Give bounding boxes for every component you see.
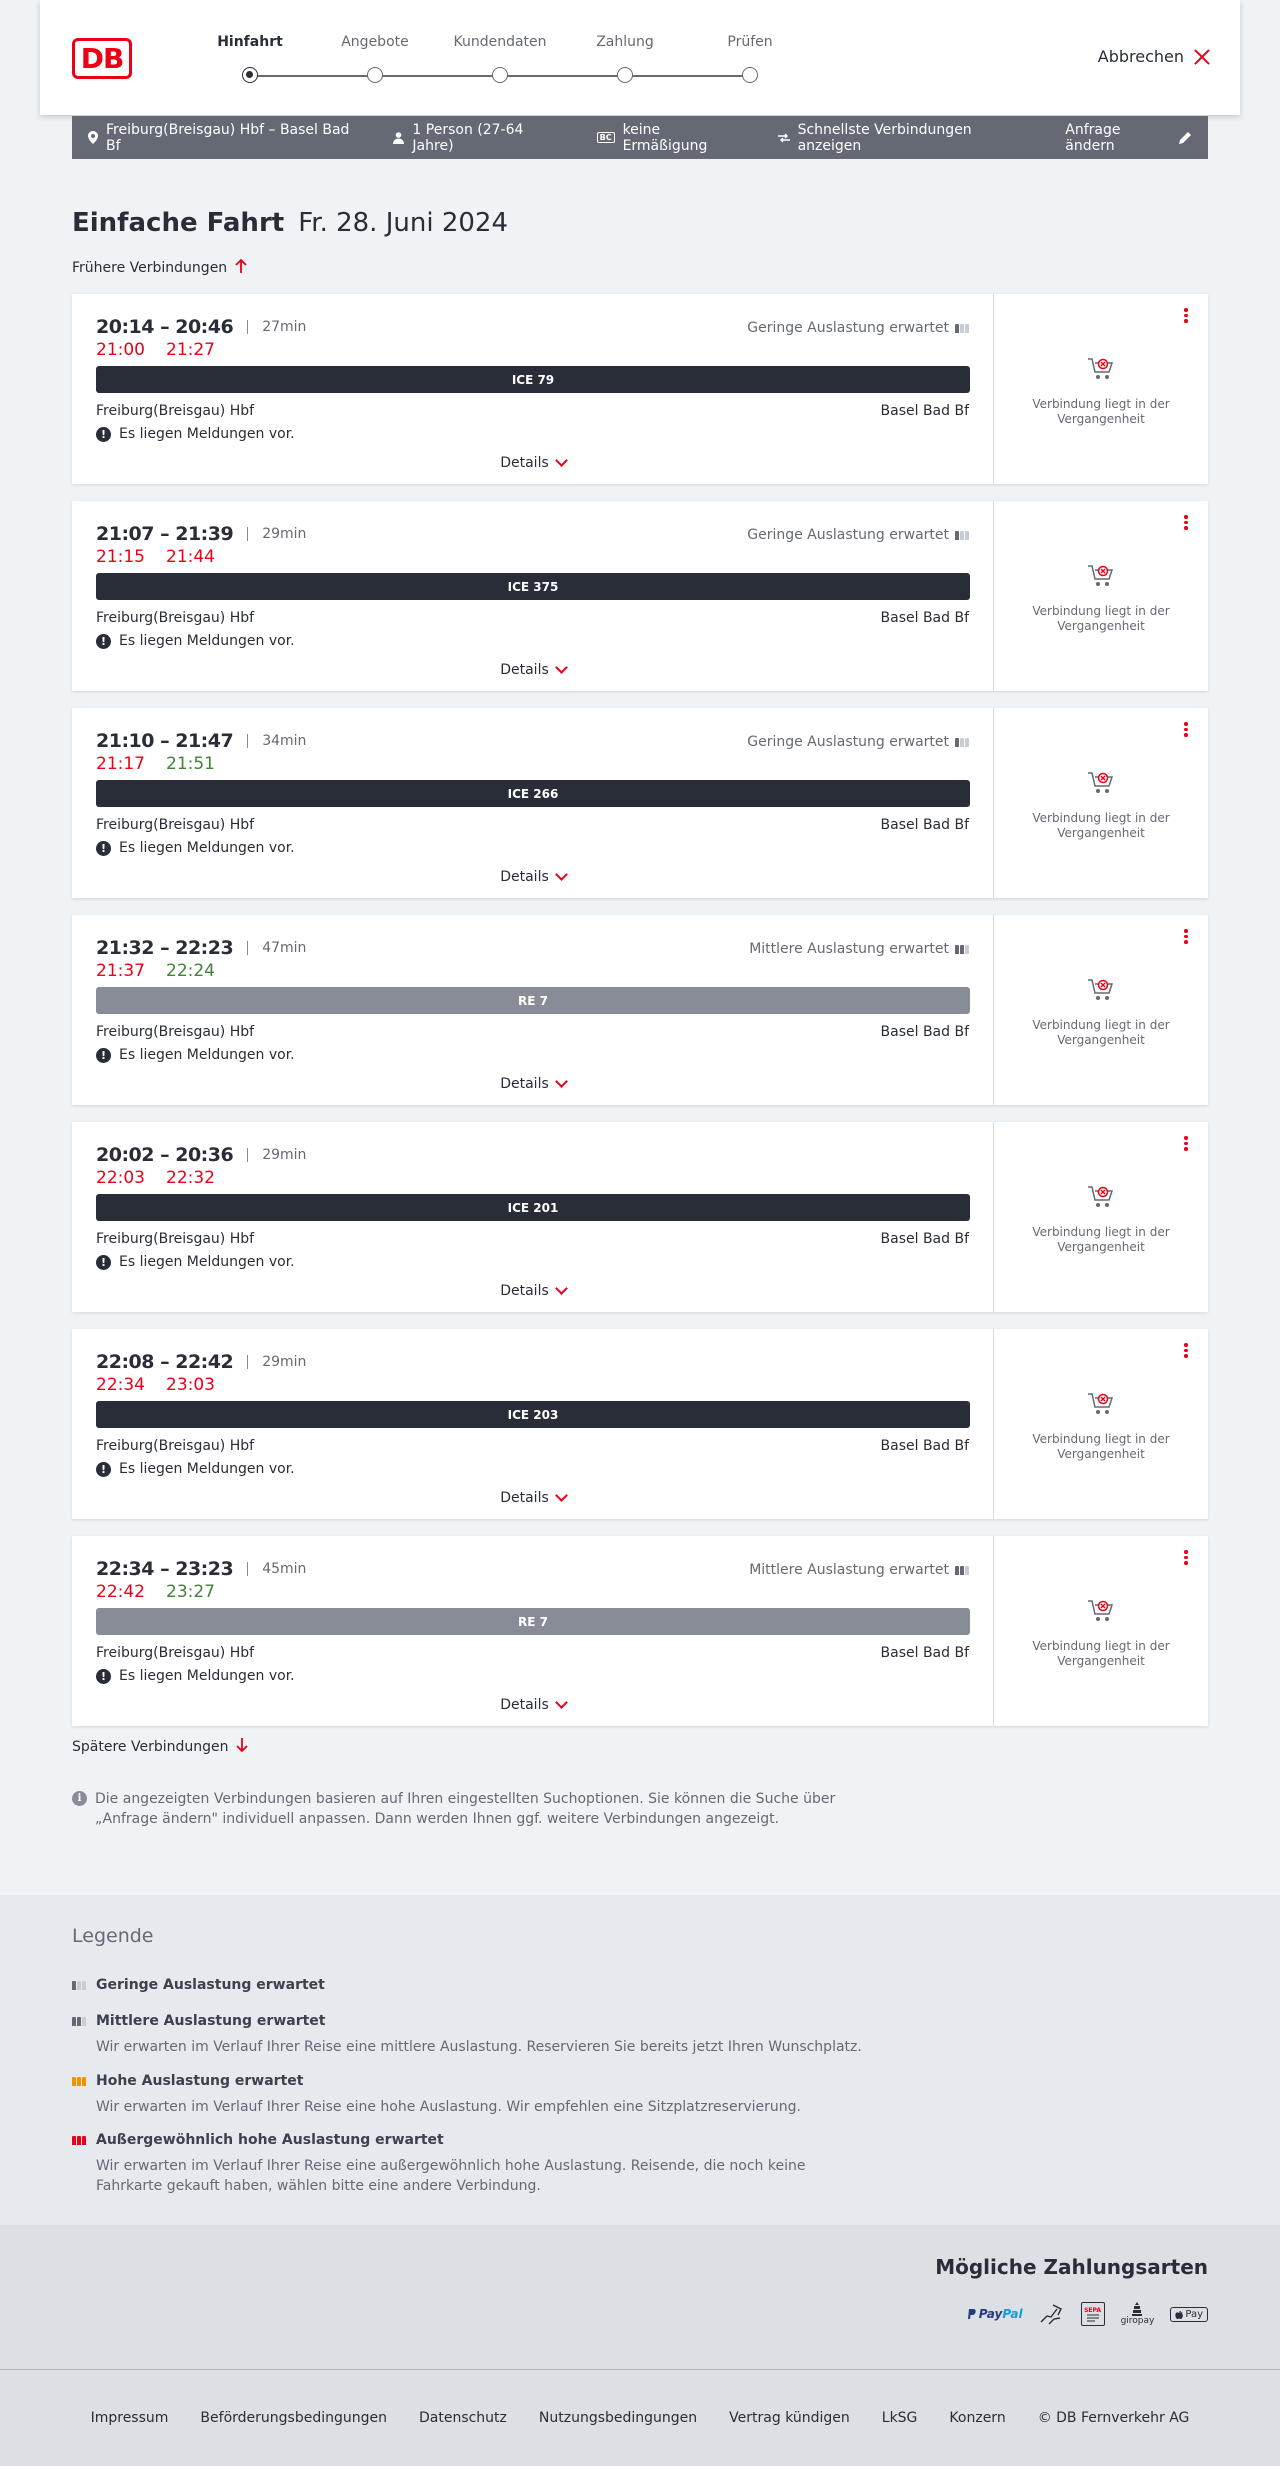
realtime-departure: 22:34: [96, 1375, 145, 1395]
footer-link-befoerderungsbedingungen[interactable]: Beförderungsbedingungen: [200, 2410, 387, 2426]
disruption-notice: [96, 633, 295, 649]
scheduled-times: 22:08 – 22:42 29min: [96, 1351, 307, 1373]
step-dot: [492, 67, 508, 83]
past-connection-text: Verbindung liegt in der Vergangenheit: [1032, 1432, 1170, 1461]
sepa-label: SEPA: [1084, 2306, 1102, 2314]
realtime-departure: 22:03: [96, 1168, 145, 1188]
destination-station: Basel Bad Bf: [880, 403, 969, 419]
arrival-time: 20:36: [175, 1144, 234, 1166]
connection-card-2: [72, 501, 1208, 691]
occupancy-legend: [0, 1895, 1280, 2225]
connection-main[interactable]: [72, 294, 994, 484]
realtime-times: [96, 1375, 214, 1395]
alert-icon: !: [96, 1255, 111, 1270]
legend-item-high: [72, 2073, 872, 2117]
info-icon: i: [72, 1791, 87, 1806]
change-request-button[interactable]: [1065, 122, 1192, 154]
swap-arrows-icon: [778, 133, 790, 143]
occupancy-low-icon: [72, 1981, 88, 1990]
connection-card-6: [72, 1329, 1208, 1519]
change-request-label: Anfrage ändern: [1065, 121, 1121, 154]
occupancy-extreme-icon: [72, 2136, 88, 2145]
occupancy-indicator: [747, 527, 969, 543]
giropay-icon: [1121, 2302, 1155, 2326]
legend-item-title: Mittlere Auslastung erwartet: [96, 2013, 326, 2029]
scheduled-times: 20:02 – 20:36 29min: [96, 1144, 307, 1166]
sepa-icon: [1081, 2302, 1105, 2326]
connection-card-7: [72, 1536, 1208, 1726]
connection-offer-panel: [994, 1536, 1208, 1726]
realtime-times: [96, 961, 214, 981]
paypal-text-b: Pal: [1002, 2307, 1023, 2321]
duration: 34min: [247, 734, 306, 748]
search-info-note: [72, 1789, 842, 1829]
route-text: Freiburg(Breisgau) Hbf – Basel Bad Bf: [106, 121, 350, 154]
legend-title: Legende: [72, 1925, 154, 1947]
connection-offer-panel: [994, 708, 1208, 898]
arrival-time: 23:23: [175, 1558, 234, 1580]
destination-station: Basel Bad Bf: [880, 1438, 969, 1454]
departure-time: 20:02: [96, 1144, 154, 1166]
realtime-times: [96, 754, 214, 774]
occupancy-text: Geringe Auslastung erwartet: [747, 320, 949, 336]
realtime-arrival: 21:44: [166, 547, 215, 567]
chevron-down-icon: [555, 1075, 568, 1088]
persons-summary: [393, 122, 564, 154]
legend-item-title: Geringe Auslastung erwartet: [96, 1977, 325, 1993]
cancel-button[interactable]: [1098, 47, 1210, 66]
earlier-label: Frühere Verbindungen: [72, 260, 228, 276]
more-options-icon[interactable]: [1180, 1550, 1192, 1570]
train-bar: ICE 201: [96, 1194, 970, 1221]
option-summary: [778, 122, 1034, 154]
departure-time: 22:08: [96, 1351, 154, 1373]
option-text: Schnellste Verbindungen anzeigen: [797, 121, 972, 154]
occupancy-indicator: [747, 734, 969, 750]
step-label: Zahlung: [596, 34, 654, 50]
realtime-departure: 21:37: [96, 961, 145, 981]
legend-item-desc: Wir erwarten im Verlauf Ihrer Reise eine mittlere Auslastung. Reservieren Sie bereits jetzt Ihren Wunschplatz.: [96, 2039, 862, 2055]
cart-unavailable-icon: [1087, 977, 1115, 1003]
departure-time: 21:32: [96, 937, 154, 959]
arrival-time: 21:47: [175, 730, 234, 752]
occupancy-text: Mittlere Auslastung erwartet: [749, 941, 949, 957]
destination-station: Basel Bad Bf: [880, 610, 969, 626]
train-bar: ICE 266: [96, 780, 970, 807]
trip-type: Einfache Fahrt: [72, 208, 285, 238]
arrival-time: 21:39: [175, 523, 234, 545]
realtime-arrival: 21:51: [166, 754, 215, 774]
alert-icon: !: [96, 427, 111, 442]
realtime-times: [96, 1582, 214, 1602]
notice-text: Es liegen Meldungen vor.: [119, 1461, 295, 1477]
cart-unavailable-icon: [1087, 770, 1115, 796]
chevron-down-icon: [555, 661, 568, 674]
details-toggle[interactable]: [72, 662, 994, 678]
scheduled-times: 22:34 – 23:23 45min: [96, 1558, 307, 1580]
details-label: Details: [500, 455, 549, 471]
scheduled-times: 21:10 – 21:47 34min: [96, 730, 307, 752]
step-dot: [742, 67, 758, 83]
more-options-icon[interactable]: [1180, 929, 1192, 949]
past-connection-text: Verbindung liegt in der Vergangenheit: [1032, 1018, 1170, 1047]
footer: [0, 2370, 1280, 2466]
destination-station: Basel Bad Bf: [880, 1024, 969, 1040]
past-connection-text: Verbindung liegt in der Vergangenheit: [1032, 1225, 1170, 1254]
notice-text: Es liegen Meldungen vor.: [119, 1254, 295, 1270]
duration: 29min: [247, 527, 306, 541]
train-bar: ICE 79: [96, 366, 970, 393]
later-connections-link[interactable]: [72, 1737, 248, 1757]
origin-station: Freiburg(Breisgau) Hbf: [96, 1645, 255, 1661]
footer-link-nutzungsbedingungen[interactable]: Nutzungsbedingungen: [538, 2410, 698, 2426]
alert-icon: !: [96, 1669, 111, 1684]
occupancy-icon: [955, 531, 969, 540]
disruption-notice: [96, 1047, 295, 1063]
connection-card-1: [72, 294, 1208, 484]
credit-card-hand-icon: [1039, 2302, 1065, 2326]
duration: 27min: [247, 320, 306, 334]
departure-time: 22:34: [96, 1558, 154, 1580]
details-label: Details: [500, 1076, 549, 1092]
cart-unavailable-icon: [1087, 1391, 1115, 1417]
bahncard-icon: BC: [597, 132, 615, 143]
legend-item-title: Hohe Auslastung erwartet: [96, 2073, 304, 2089]
duration: 45min: [247, 1562, 306, 1576]
realtime-arrival: 21:27: [166, 340, 215, 360]
connection-card-4: [72, 915, 1208, 1105]
past-connection-text: Verbindung liegt in der Vergangenheit: [1032, 397, 1170, 426]
connection-main[interactable]: [72, 1329, 994, 1519]
connection-card-5: [72, 1122, 1208, 1312]
occupancy-icon: [955, 324, 969, 333]
paypal-icon: [967, 2307, 1023, 2321]
notice-text: Es liegen Meldungen vor.: [119, 1047, 295, 1063]
duration: 29min: [247, 1148, 306, 1162]
realtime-arrival: 22:24: [166, 961, 215, 981]
footer-link-vertrag-kuendigen[interactable]: Vertrag kündigen: [729, 2410, 850, 2426]
details-label: Details: [500, 662, 549, 678]
past-connection-text: Verbindung liegt in der Vergangenheit: [1032, 604, 1170, 633]
connection-offer-panel: [994, 501, 1208, 691]
db-logo[interactable]: DB: [72, 38, 132, 79]
legend-item-medium: [72, 2013, 872, 2057]
step-angebote[interactable]: [315, 34, 435, 56]
details-label: Details: [500, 1490, 549, 1506]
connection-main[interactable]: [72, 1122, 994, 1312]
occupancy-indicator: [749, 1562, 969, 1578]
footer-copyright: © DB Fernverkehr AG: [1037, 2410, 1190, 2426]
connection-offer-panel: [994, 1329, 1208, 1519]
past-connection-text: Verbindung liegt in der Vergangenheit: [1032, 1639, 1170, 1668]
realtime-times: [96, 547, 214, 567]
giropay-label: giropay: [1120, 2316, 1155, 2326]
payment-icons: [967, 2297, 1208, 2331]
pencil-icon: [1179, 131, 1192, 144]
details-label: Details: [500, 1697, 549, 1713]
details-toggle[interactable]: [72, 1283, 994, 1299]
persons-text: 1 Person (27-64 Jahre): [412, 121, 524, 154]
cart-unavailable-icon: [1087, 1184, 1115, 1210]
scheduled-times: 21:32 – 22:23 47min: [96, 937, 307, 959]
step-dot: [617, 67, 633, 83]
cart-unavailable-icon: [1087, 563, 1115, 589]
occupancy-text: Geringe Auslastung erwartet: [747, 734, 949, 750]
header: [40, 0, 1240, 115]
connection-offer-panel: [994, 915, 1208, 1105]
apple-pay-label: Pay: [1185, 2308, 1203, 2320]
cart-unavailable-icon: [1087, 356, 1115, 382]
search-summary-bar: [72, 116, 1208, 159]
chevron-down-icon: [555, 454, 568, 467]
occupancy-icon: [955, 1566, 969, 1575]
connection-card-3: [72, 708, 1208, 898]
disruption-notice: [96, 1668, 295, 1684]
connection-main[interactable]: [72, 915, 994, 1105]
chevron-down-icon: [555, 1489, 568, 1502]
departure-time: 21:07: [96, 523, 154, 545]
occupancy-high-icon: [72, 2077, 88, 2086]
footer-link-konzern[interactable]: Konzern: [949, 2410, 1006, 2426]
disruption-notice: [96, 840, 295, 856]
occupancy-text: Geringe Auslastung erwartet: [747, 527, 949, 543]
route-summary: [88, 122, 361, 154]
more-options-icon[interactable]: [1180, 308, 1192, 328]
occupancy-indicator: [749, 941, 969, 957]
realtime-arrival: 22:32: [166, 1168, 215, 1188]
occupancy-icon: [955, 945, 969, 954]
step-label: Prüfen: [727, 34, 773, 50]
footer-link-impressum[interactable]: Impressum: [90, 2410, 169, 2426]
more-options-icon[interactable]: [1180, 1136, 1192, 1156]
footer-link-lksg[interactable]: LkSG: [881, 2410, 918, 2426]
earlier-connections-link[interactable]: [72, 258, 247, 278]
progress-stepper: [140, 30, 790, 90]
footer-link-datenschutz[interactable]: Datenschutz: [418, 2410, 507, 2426]
alert-icon: !: [96, 634, 111, 649]
details-toggle[interactable]: [72, 1076, 994, 1092]
legend-item-extreme: [72, 2132, 872, 2196]
scheduled-times: 21:07 – 21:39 29min: [96, 523, 307, 545]
origin-station: Freiburg(Breisgau) Hbf: [96, 817, 255, 833]
discount-text: keine Ermäßigung: [622, 121, 708, 154]
apple-pay-icon: [1170, 2307, 1208, 2322]
payment-title: Mögliche Zahlungsarten: [935, 2255, 1208, 2279]
realtime-arrival: 23:27: [166, 1582, 215, 1602]
connection-offer-panel: [994, 1122, 1208, 1312]
more-options-icon[interactable]: [1180, 515, 1192, 535]
arrival-time: 22:42: [175, 1351, 234, 1373]
origin-station: Freiburg(Breisgau) Hbf: [96, 610, 255, 626]
departure-time: 21:10: [96, 730, 154, 752]
legend-item-title: Außergewöhnlich hohe Auslastung erwartet: [96, 2132, 444, 2148]
destination-station: Basel Bad Bf: [880, 1231, 969, 1247]
more-options-icon[interactable]: [1180, 1343, 1192, 1363]
alert-icon: !: [96, 1048, 111, 1063]
notice-text: Es liegen Meldungen vor.: [119, 1668, 295, 1684]
destination-station: Basel Bad Bf: [880, 817, 969, 833]
occupancy-text: Mittlere Auslastung erwartet: [749, 1562, 949, 1578]
connection-offer-panel: [994, 294, 1208, 484]
discount-summary: [597, 122, 746, 154]
notice-text: Es liegen Meldungen vor.: [119, 633, 295, 649]
step-zahlung[interactable]: [565, 34, 685, 56]
origin-station: Freiburg(Breisgau) Hbf: [96, 1024, 255, 1040]
legend-item-desc: Wir erwarten im Verlauf Ihrer Reise eine außergewöhnlich hohe Auslastung. Reisende, die noch keine Fahrkarte gekauft haben, wählen bitte eine andere Verbindung.: [96, 2158, 806, 2194]
disruption-notice: [96, 426, 295, 442]
arrival-time: 22:23: [175, 937, 234, 959]
cancel-label: Abbrechen: [1097, 47, 1184, 66]
step-label: Angebote: [341, 34, 409, 50]
trip-date: Fr. 28. Juni 2024: [298, 208, 508, 238]
origin-station: Freiburg(Breisgau) Hbf: [96, 1231, 255, 1247]
connection-main[interactable]: [72, 708, 994, 898]
notice-text: Es liegen Meldungen vor.: [119, 840, 295, 856]
payment-methods: [0, 2225, 1280, 2370]
realtime-times: [96, 340, 214, 360]
realtime-times: [96, 1168, 214, 1188]
arrow-down-icon: [236, 1737, 248, 1757]
occupancy-indicator: [747, 320, 969, 336]
disruption-notice: [96, 1254, 295, 1270]
info-text: Die angezeigten Verbindungen basieren auf Ihren eingestellten Suchoptionen. Sie können die Suche über „Anfrage ändern" individuell anpassen. Dann werden Ihnen ggf. weitere Verbindungen angezeigt.: [95, 1791, 836, 1827]
train-bar: RE 7: [96, 987, 970, 1014]
later-label: Spätere Verbindungen: [72, 1739, 229, 1755]
location-pin-icon: [88, 131, 98, 144]
connection-main[interactable]: [72, 501, 994, 691]
origin-station: Freiburg(Breisgau) Hbf: [96, 403, 255, 419]
legend-item-low: [72, 1977, 872, 1993]
step-label: Hinfahrt: [217, 34, 283, 50]
cart-unavailable-icon: [1087, 1598, 1115, 1624]
notice-text: Es liegen Meldungen vor.: [119, 426, 295, 442]
step-kundendaten[interactable]: [440, 34, 560, 56]
chevron-down-icon: [555, 868, 568, 881]
realtime-departure: 21:17: [96, 754, 145, 774]
details-toggle[interactable]: [72, 1697, 994, 1713]
alert-icon: !: [96, 1462, 111, 1477]
train-bar: ICE 375: [96, 573, 970, 600]
details-label: Details: [500, 1283, 549, 1299]
page-title: [72, 208, 508, 238]
details-label: Details: [500, 869, 549, 885]
past-connection-text: Verbindung liegt in der Vergangenheit: [1032, 811, 1170, 840]
occupancy-medium-icon: [72, 2017, 88, 2026]
legend-item-desc: Wir erwarten im Verlauf Ihrer Reise eine hohe Auslastung. Wir empfehlen eine Sitzplatzreservierung.: [96, 2099, 801, 2115]
step-label: Kundendaten: [453, 34, 547, 50]
realtime-departure: 21:15: [96, 547, 145, 567]
chevron-down-icon: [555, 1696, 568, 1709]
details-toggle[interactable]: [72, 869, 994, 885]
step-hinfahrt[interactable]: [190, 34, 310, 56]
chevron-down-icon: [555, 1282, 568, 1295]
connection-main[interactable]: [72, 1536, 994, 1726]
details-toggle[interactable]: [72, 1490, 994, 1506]
train-bar: RE 7: [96, 1608, 970, 1635]
realtime-departure: 21:00: [96, 340, 145, 360]
destination-station: Basel Bad Bf: [880, 1645, 969, 1661]
arrival-time: 20:46: [175, 316, 234, 338]
occupancy-icon: [955, 738, 969, 747]
alert-icon: !: [96, 841, 111, 856]
train-bar: ICE 203: [96, 1401, 970, 1428]
disruption-notice: [96, 1461, 295, 1477]
departure-time: 20:14: [96, 316, 154, 338]
realtime-arrival: 23:03: [166, 1375, 215, 1395]
more-options-icon[interactable]: [1180, 722, 1192, 742]
arrow-up-icon: [235, 258, 247, 278]
paypal-text-a: Pay: [978, 2307, 1003, 2321]
realtime-departure: 22:42: [96, 1582, 145, 1602]
step-dot: [367, 67, 383, 83]
details-toggle[interactable]: [72, 455, 994, 471]
duration: 47min: [247, 941, 306, 955]
person-icon: [393, 132, 404, 144]
duration: 29min: [247, 1355, 306, 1369]
scheduled-times: 20:14 – 20:46 27min: [96, 316, 307, 338]
step-pruefen[interactable]: [690, 34, 810, 56]
close-icon: [1194, 49, 1210, 65]
step-dot-active: [242, 67, 258, 83]
origin-station: Freiburg(Breisgau) Hbf: [96, 1438, 255, 1454]
